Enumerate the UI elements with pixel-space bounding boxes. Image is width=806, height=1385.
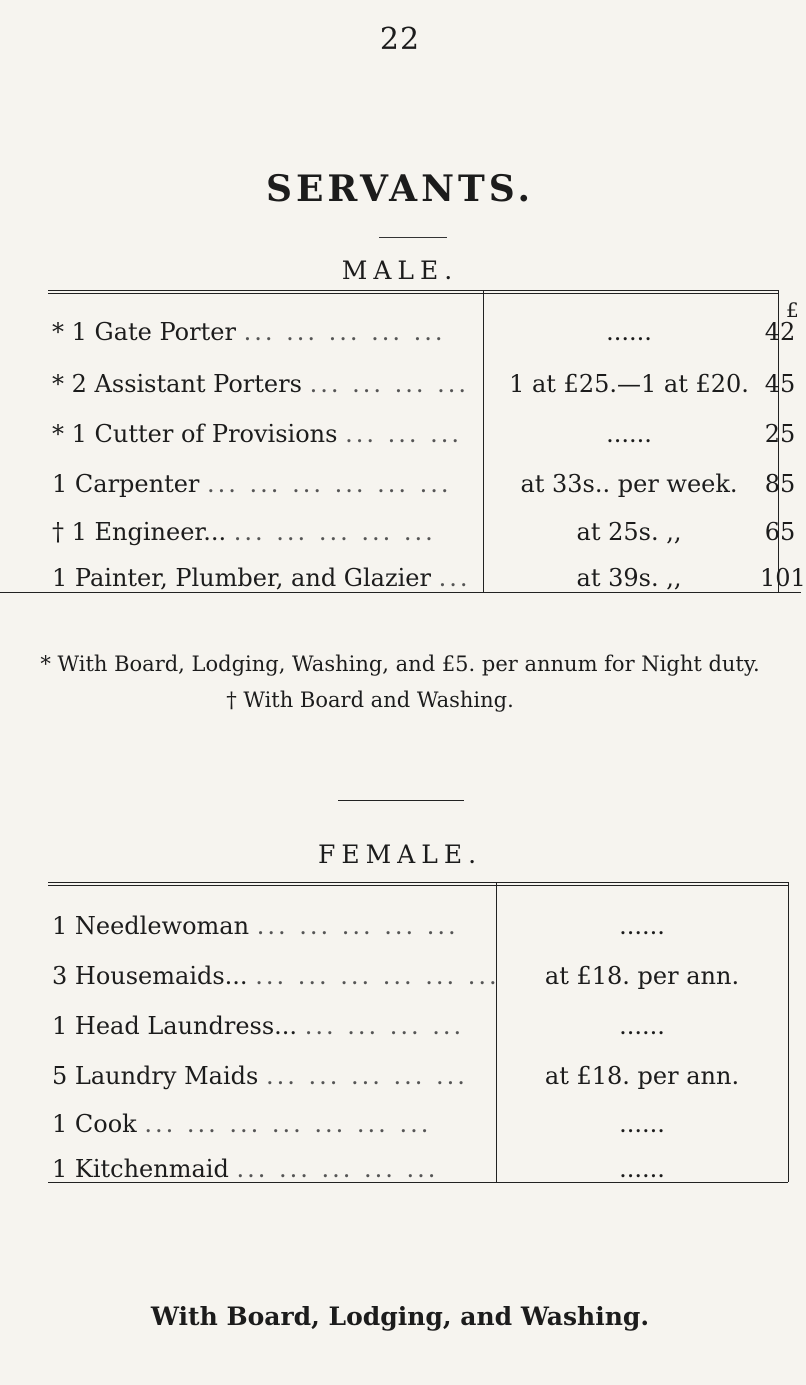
servant-amount: 25 xyxy=(764,420,796,448)
servant-name: 1 Painter, Plumber, and Glazier xyxy=(52,564,431,592)
servant-entry xyxy=(52,912,459,940)
servant-entry xyxy=(52,470,452,498)
servant-name: 2 Assistant Porters xyxy=(71,370,302,398)
table-row xyxy=(0,1012,800,1052)
leader-dots: ... ... ... ... ... ... xyxy=(255,962,500,990)
servant-entry xyxy=(52,370,469,398)
page-number: 22 xyxy=(379,22,421,57)
servant-entry xyxy=(52,962,500,990)
servant-terms: at 33s.. per week. xyxy=(520,470,738,498)
servant-name: 1 Kitchenmaid xyxy=(52,1155,229,1183)
servant-amount: 45 xyxy=(764,370,796,398)
table-row xyxy=(0,420,800,460)
servant-terms: at £18. per ann. xyxy=(544,1062,740,1090)
leader-dots: ... ... ... ... xyxy=(309,370,469,398)
female-table-top-rule-inner xyxy=(48,885,788,886)
servant-entry xyxy=(52,518,436,546)
servant-entry xyxy=(52,1012,464,1040)
section-divider xyxy=(338,800,464,801)
servant-amount: 101 xyxy=(760,564,806,592)
servant-terms: ...... xyxy=(619,1012,665,1040)
servant-entry xyxy=(52,420,462,448)
table-row xyxy=(0,318,800,358)
male-table-top-rule-inner xyxy=(48,293,778,294)
footnote-mark: * xyxy=(52,318,64,346)
servant-name: 1 Engineer... xyxy=(71,518,227,546)
servant-terms: ...... xyxy=(619,1155,665,1183)
leader-dots: ... ... ... ... ... xyxy=(243,318,446,346)
servant-name: 1 Cook xyxy=(52,1110,137,1138)
servant-terms: 1 at £25.—1 at £20. xyxy=(509,370,749,398)
servant-amount: 42 xyxy=(764,318,796,346)
servant-terms: at £18. per ann. xyxy=(544,962,740,990)
leader-dots: ... xyxy=(438,564,471,592)
leader-dots: ... ... ... ... ... xyxy=(265,1062,468,1090)
footnote-mark: * xyxy=(52,370,64,398)
servant-name: 1 Gate Porter xyxy=(71,318,236,346)
male-table-top-rule xyxy=(48,290,778,291)
table-row xyxy=(0,518,800,558)
servant-entry xyxy=(52,1062,468,1090)
closing-note: With Board, Lodging, and Washing. xyxy=(150,1302,650,1331)
leader-dots: ... ... ... xyxy=(345,420,462,448)
table-row xyxy=(0,370,800,410)
leader-dots: ... ... ... ... ... xyxy=(256,912,459,940)
servant-amount: 65 xyxy=(764,518,796,546)
leader-dots: ... ... ... ... ... xyxy=(233,518,436,546)
servant-entry xyxy=(52,1110,431,1138)
table-row xyxy=(0,1110,800,1150)
footnote-board-washing: † With Board and Washing. xyxy=(226,688,514,712)
servant-terms: ...... xyxy=(619,912,665,940)
female-table-top-rule xyxy=(48,882,788,883)
servant-name: 5 Laundry Maids xyxy=(52,1062,259,1090)
servant-name: 1 Cutter of Provisions xyxy=(71,420,338,448)
servant-name: 1 Head Laundress... xyxy=(52,1012,298,1040)
footnote-mark: † xyxy=(52,518,64,546)
servant-entry xyxy=(52,318,446,346)
servant-terms: ...... xyxy=(606,420,652,448)
footnote-mark: * xyxy=(52,420,64,448)
male-heading: MALE. xyxy=(341,256,459,285)
servant-amount: 85 xyxy=(764,470,796,498)
table-row xyxy=(0,470,800,510)
leader-dots: ... ... ... ... ... xyxy=(236,1155,439,1183)
table-row xyxy=(0,912,800,952)
female-heading: FEMALE. xyxy=(317,840,483,869)
title-divider xyxy=(379,237,447,238)
leader-dots: ... ... ... ... ... ... ... xyxy=(144,1110,432,1138)
leader-dots: ... ... ... ... ... ... xyxy=(207,470,452,498)
servant-entry xyxy=(52,564,471,592)
page-title: SERVANTS. xyxy=(265,168,535,210)
leader-dots: ... ... ... ... xyxy=(304,1012,465,1040)
servant-terms: ...... xyxy=(619,1110,665,1138)
table-row xyxy=(0,1062,800,1102)
footnote-board-lodging: * With Board, Lodging, Washing, and £5. per annum for Night duty. xyxy=(40,652,760,676)
servant-name: 1 Carpenter xyxy=(52,470,200,498)
currency-symbol: £ xyxy=(786,298,799,322)
table-row xyxy=(0,962,800,1002)
servant-terms: at 25s. ,, xyxy=(576,518,682,546)
table-row xyxy=(0,564,806,604)
servant-name: 3 Housemaids... xyxy=(52,962,248,990)
table-row xyxy=(0,1155,800,1195)
servant-name: 1 Needlewoman xyxy=(52,912,250,940)
servant-terms: ...... xyxy=(606,318,652,346)
servant-terms: at 39s. ,, xyxy=(576,564,682,592)
servant-entry xyxy=(52,1155,438,1183)
